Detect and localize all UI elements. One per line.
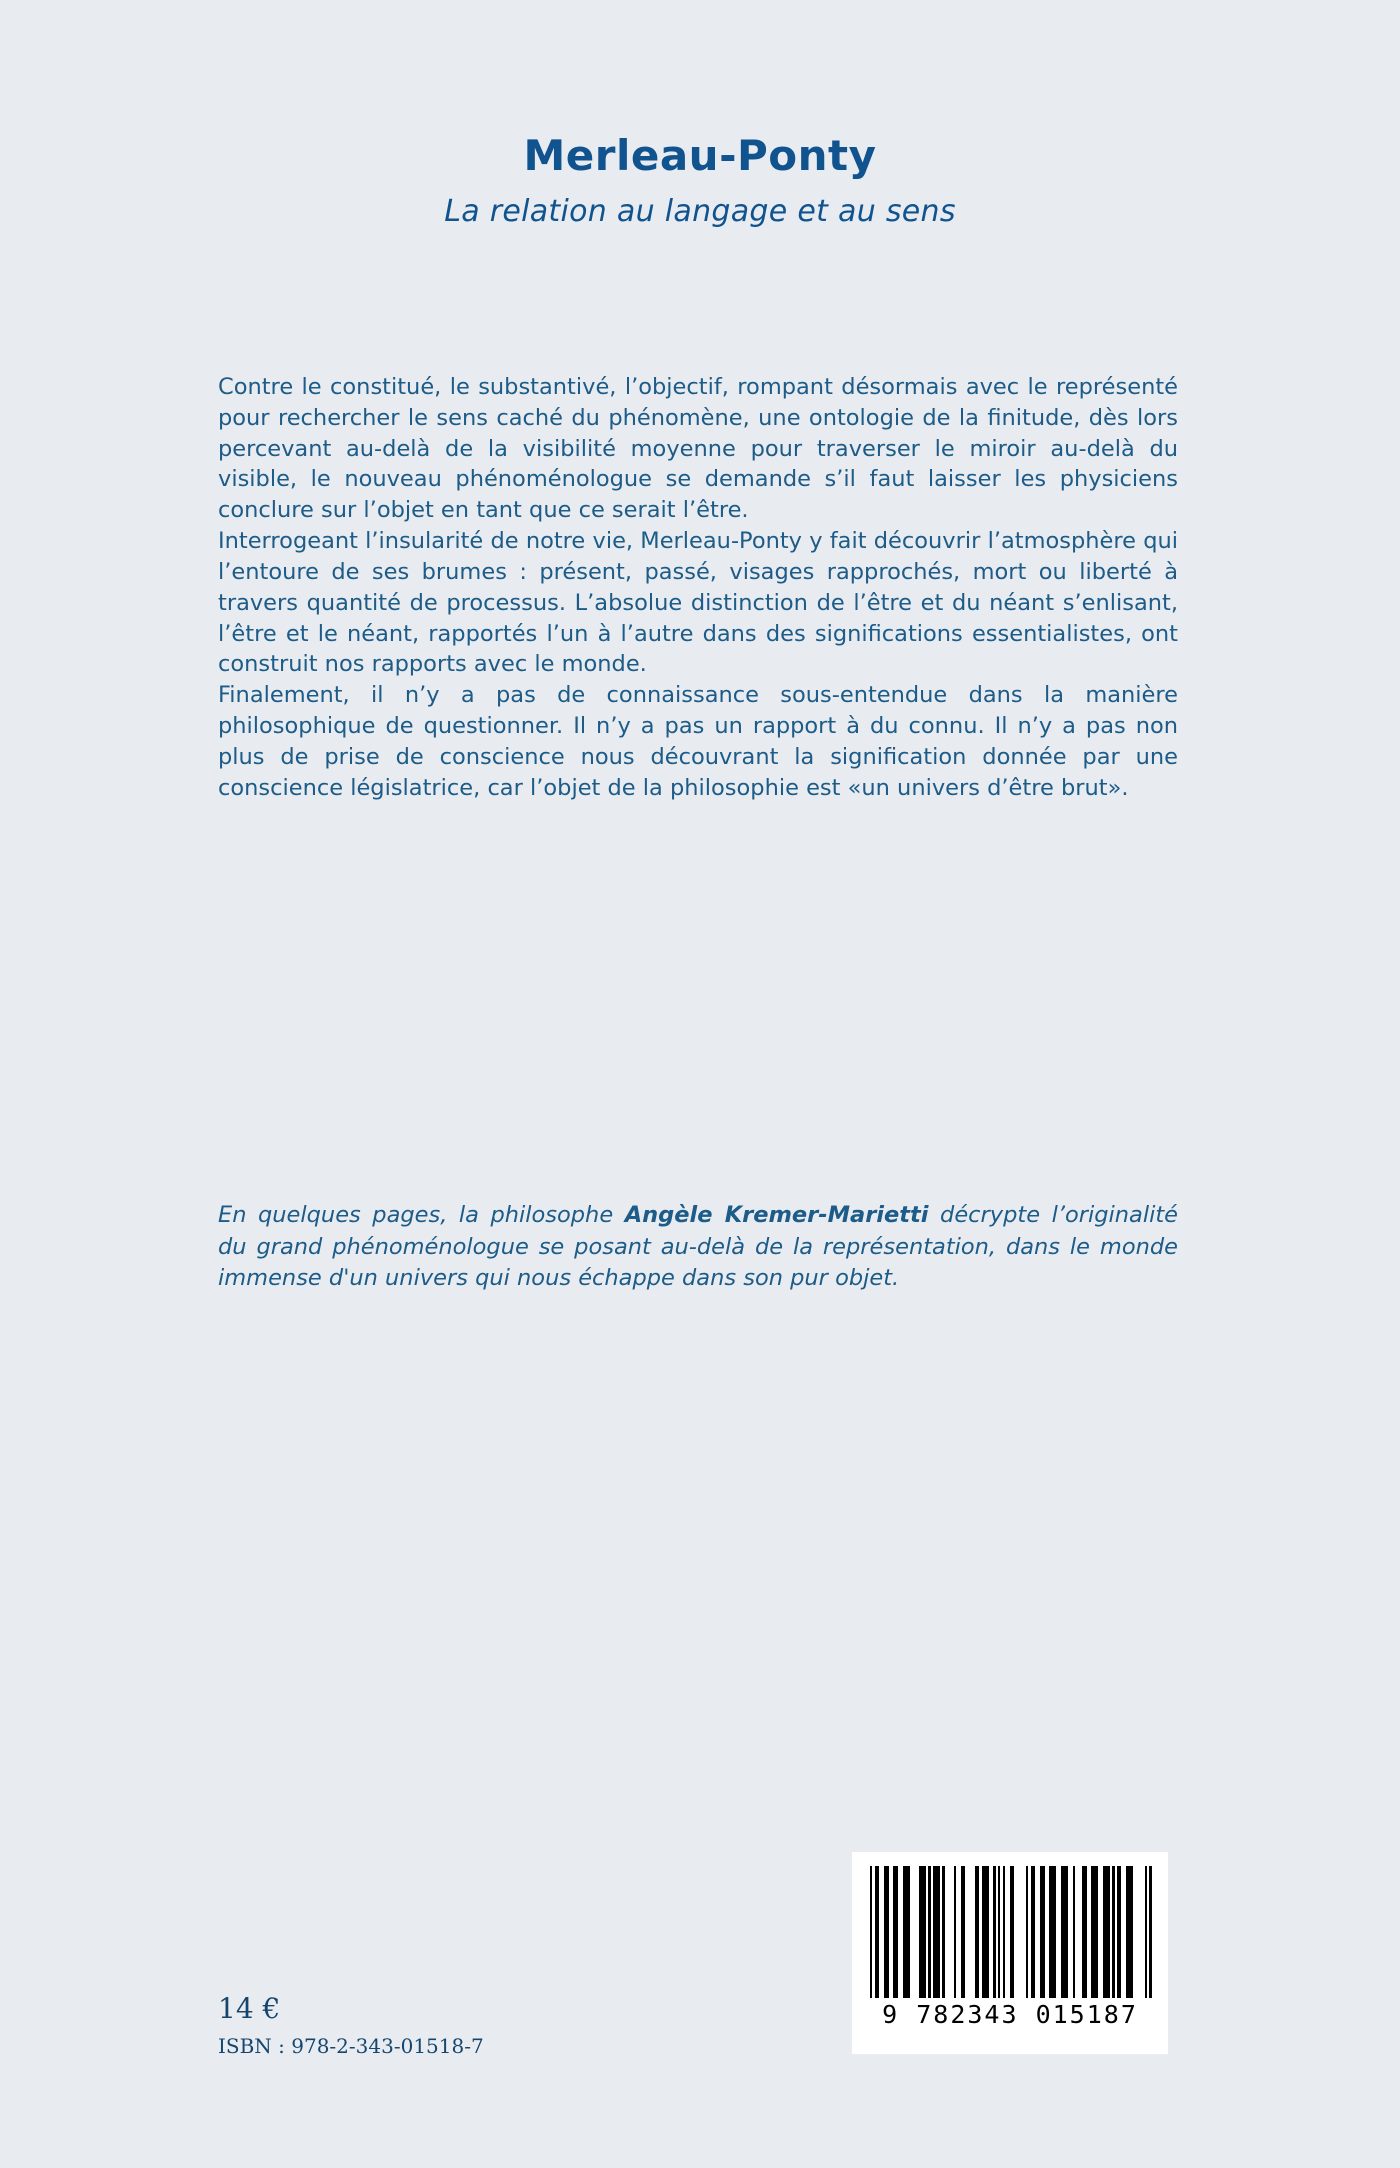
blurb-paragraph-2: Interrogeant l’insularité de notre vie, Merleau-Ponty y fait découvrir l’atmosphère qui l’entoure de ses brumes : présent, passé, visages rapprochés, mort ou liberté à travers quantité de processus. L’absolue distinction de l’être et du néant s’enlisant, l’être et le néant, rapportés l’un à l’autre dans des significations essentialistes, ont construit nos rapports avec le monde.	[218, 528, 1178, 678]
barcode-bars	[870, 1866, 1152, 1998]
author-note-lead-in: En quelques pages, la philosophe	[218, 1202, 625, 1228]
page-title: Merleau-Ponty	[523, 131, 877, 180]
author-note-rest: décrypte l’originalité du grand phénoménologue se posant au-delà de la représentation, dans le monde immense d'un univers qui nous échappe dans son pur objet.	[218, 1202, 1179, 1291]
price-block	[218, 1992, 484, 2058]
title-block	[0, 132, 1400, 229]
barcode	[852, 1852, 1168, 2054]
author-name: Angèle Kremer-Marietti	[624, 1202, 929, 1228]
author-note-paragraph	[218, 1200, 1178, 1295]
page-subtitle: La relation au langage et au sens	[444, 194, 956, 230]
blurb-paragraph-1: Contre le constitué, le substantivé, l’objectif, rompant désormais avec le représenté pour rechercher le sens caché du phénomène, une ontologie de la finitude, dès lors percevant au-delà de la visibilité moyenne pour traverser le miroir au-delà du visible, le nouveau phénoménologue se demande s’il faut laisser les physiciens conclure sur l’objet en tant que ce serait l’être.	[218, 374, 1178, 524]
author-note	[218, 1200, 1178, 1295]
isbn-label: ISBN : 978-2-343-01518-7	[218, 2033, 484, 2058]
price-label: 14 €	[218, 1992, 281, 2025]
blurb-paragraph-3: Finalement, il n’y a pas de connaissance sous-entendue dans la manière philosophique de questionner. Il n’y a pas un rapport à du connu. Il n’y a pas non plus de prise de conscience nous découvrant la signification donnée par une conscience législatrice, car l’objet de la philosophie est «un univers d’être brut».	[218, 682, 1178, 801]
barcode-digits: 9 782343 015187	[882, 2000, 1138, 2029]
blurb-text	[218, 372, 1178, 803]
